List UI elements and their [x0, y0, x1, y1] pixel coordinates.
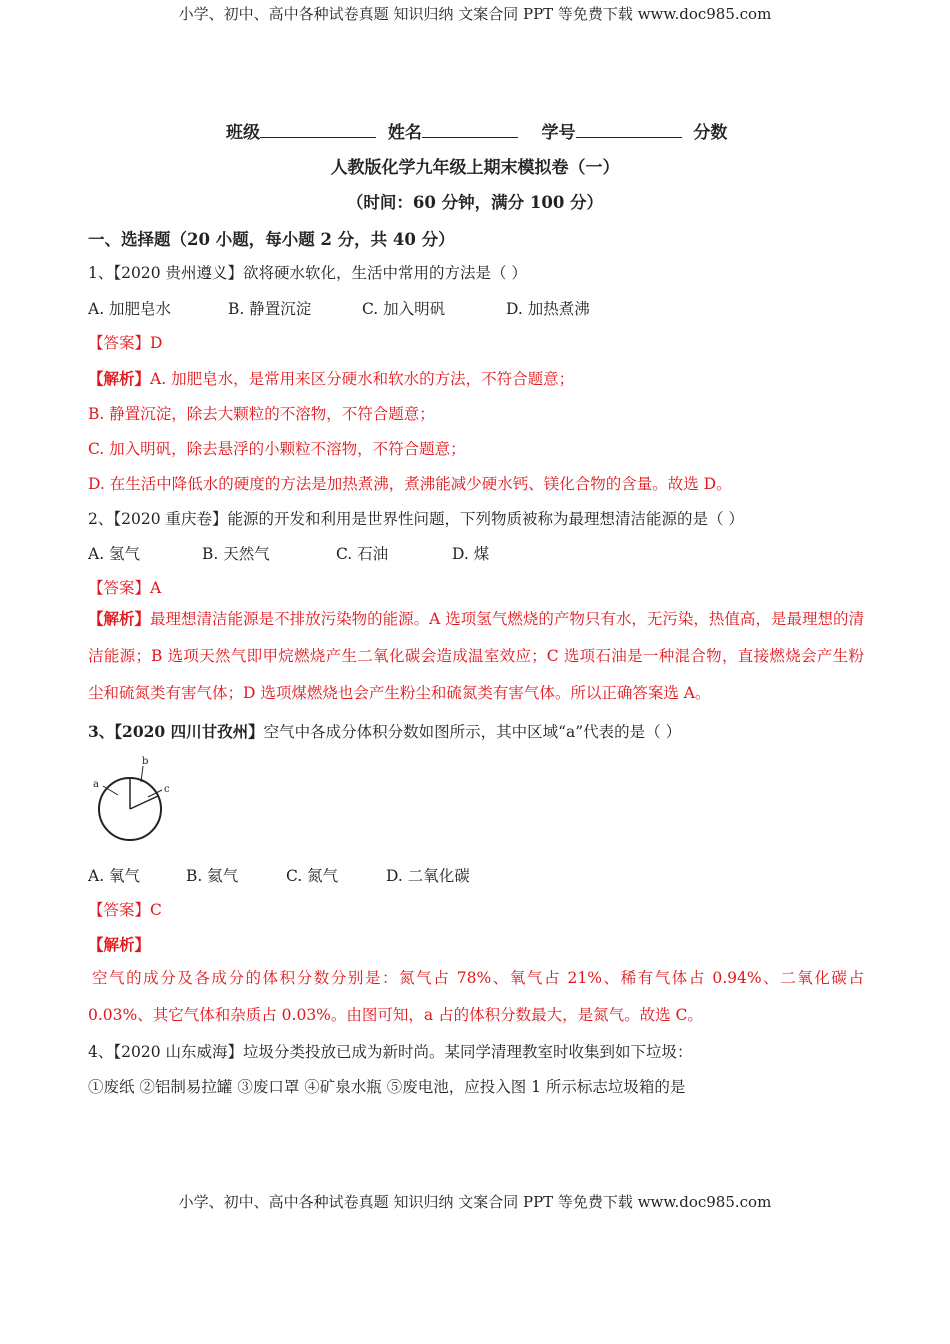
q3-option-c: C. 氮气: [286, 867, 339, 885]
q1-option-d: D. 加热煮沸: [506, 300, 590, 318]
q3-option-a: A. 氧气: [88, 867, 141, 885]
q2-option-c: C. 石油: [336, 545, 389, 563]
exam-title: 人教版化学九年级上期末模拟卷（一）: [330, 158, 620, 178]
pie-label-b: b: [142, 756, 149, 767]
air-composition-pie: [88, 752, 188, 844]
q2-option-b: B. 天然气: [202, 545, 270, 563]
q1-analysis-2: B. 静置沉淀，除去大颗粒的不溶物，不符合题意；: [88, 405, 435, 423]
q3-options: [88, 864, 470, 886]
pie-label-a: a: [93, 779, 99, 790]
q3-option-d: D. 二氧化碳: [386, 867, 470, 885]
q1-options: [88, 297, 590, 319]
q2-options: [88, 542, 489, 564]
page-footer: 小学、初中、高中各种试卷真题 知识归纳 文案合同 PPT 等免费下载 www.doc985.com: [178, 1193, 772, 1211]
q1-answer: 【答案】D: [88, 334, 163, 352]
q1-analysis-1: 【解析】A. 加肥皂水，是常用来区分硬水和软水的方法，不符合题意；: [88, 369, 575, 388]
q3-stem-prefix: 3、【2020 四川甘孜州】: [88, 722, 264, 741]
q2-analysis-tag: 【解析】: [88, 609, 151, 628]
page-header: 小学、初中、高中各种试卷真题 知识归纳 文案合同 PPT 等免费下载 www.doc985.com: [178, 5, 772, 23]
q2-option-d: D. 煤: [452, 545, 490, 563]
q3-analysis-tag: 【解析】: [88, 935, 151, 954]
q4-stem: 4、【2020 山东威海】垃圾分类投放已成为新时尚。某同学清理教室时收集到如下垃圾：: [88, 1043, 693, 1061]
q1-option-b: B. 静置沉淀: [228, 300, 312, 318]
q1-option-c: C. 加入明矾: [362, 300, 446, 318]
id-blank[interactable]: [576, 121, 682, 138]
exam-subtitle: （时间：60 分钟，满分 100 分）: [346, 193, 604, 212]
class-label: 班级: [226, 123, 260, 143]
name-blank[interactable]: [422, 121, 518, 138]
q1-option-a: A. 加肥皂水: [88, 300, 172, 318]
q4-items: ①废纸 ②铝制易拉罐 ③废口罩 ④矿泉水瓶 ⑤废电池，应投入图 1 所示标志垃圾箱的是: [88, 1078, 686, 1096]
score-label: 分数: [693, 123, 728, 143]
q3-stem: 3、【2020 四川甘孜州】空气中各成分体积分数如图所示，其中区域“a”代表的是（ ）: [88, 722, 682, 741]
q3-option-b: B. 氦气: [186, 867, 239, 885]
id-label: 学号: [541, 123, 576, 143]
q2-analysis: 【解析】最理想清洁能源是不排放污染物的能源。A 选项氢气燃烧的产物只有水，无污染，热值高，是最理想的清洁能源；B 选项天然气即甲烷燃烧产生二氧化碳会造成温室效应；C 选项石油是一种混合物，直接燃烧会产生粉尘和硫氮类有害气体；D 选项煤燃烧也会产生粉尘和硫氮类有害气体。所以正确答案选 A。: [88, 609, 864, 702]
q3-answer: 【答案】C: [88, 901, 162, 919]
q2-option-a: A. 氢气: [88, 545, 141, 563]
q1-analysis-3: C. 加入明矾，除去悬浮的小颗粒不溶物，不符合题意；: [88, 440, 466, 458]
pie-label-c: c: [164, 784, 170, 795]
q2-answer: 【答案】A: [88, 579, 162, 597]
q1-stem: 1、【2020 贵州遵义】欲将硬水软化，生活中常用的方法是（ ）: [88, 264, 527, 282]
name-label: 姓名: [387, 123, 422, 143]
info-row: [226, 118, 727, 143]
q1-analysis-tag: 【解析】: [88, 369, 151, 388]
q2-stem: 2、【2020 重庆卷】能源的开发和利用是世界性问题，下列物质被称为最理想清洁能源的是（ ）: [88, 510, 744, 528]
q1-analysis-4: D. 在生活中降低水的硬度的方法是加热煮沸，煮沸能减少硬水钙、镁化合物的含量。故选 D。: [88, 475, 732, 493]
q3-analysis: 空气的成分及各成分的体积分数分别是：氮气占 78%、氧气占 21%、稀有气体占 0.94%、二氧化碳占 0.03%、其它气体和杂质占 0.03%。由图可知，a 占的体积分数最大，是氮气。故选 C。: [88, 969, 864, 1024]
class-blank[interactable]: [260, 121, 376, 138]
section-heading: 一、选择题（20 小题，每小题 2 分，共 40 分）: [88, 230, 455, 249]
